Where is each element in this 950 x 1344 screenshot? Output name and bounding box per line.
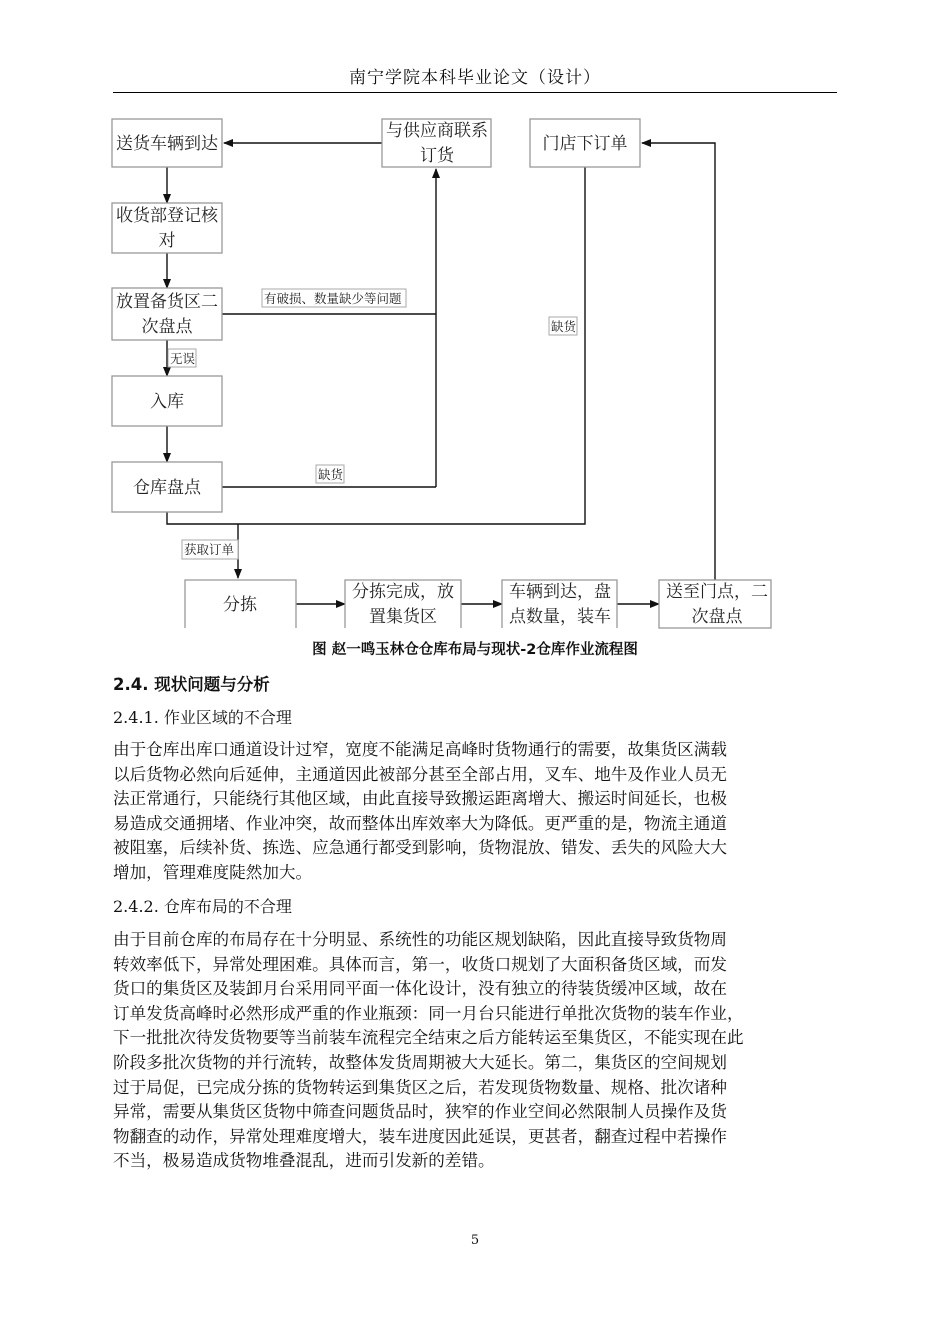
page-number: 5 — [470, 1233, 480, 1248]
label-damage-issue: 有破损、数量缺少等问题 — [264, 291, 402, 306]
text-vehicle-loading-2: 点数量，装车 — [509, 607, 611, 627]
paragraph-line: 增加，管理难度陡然加大。 — [113, 862, 313, 882]
paragraph-line: 不当，极易造成货物堆叠混乱，进而引发新的差错。 — [113, 1151, 495, 1171]
text-store-delivery-2: 次盘点 — [691, 607, 743, 627]
text-receiving-check-2: 对 — [158, 231, 176, 251]
warehouse-flowchart — [0, 0, 950, 640]
paragraph-line: 由于仓库出库口通道设计过窄，宽度不能满足高峰时货物通行的需要，故集货区满载 — [113, 740, 727, 759]
text-staging-recount-2: 次盘点 — [141, 317, 193, 337]
text-receiving-check-1: 收货部登记核 — [116, 206, 218, 226]
text-inbound: 入库 — [150, 392, 184, 412]
text-picking-done-1: 分拣完成，放 — [352, 582, 454, 602]
paragraph-line: 物翻查的动作，异常处理难度增大，装车进度因此延误，更甚者，翻查过程中若操作 — [113, 1126, 727, 1146]
text-store-delivery-1: 送至门点，二 — [666, 582, 768, 602]
subsection-title-1: 2.4.1. 作业区域的不合理 — [113, 708, 292, 727]
text-picking-done-2: 置集货区 — [369, 607, 437, 627]
figure-caption: 图 赵一鸣玉林仓仓库布局与现状-2仓库作业流程图 — [312, 642, 638, 658]
flow-connectors — [167, 143, 715, 604]
label-shortage-store: 缺货 — [551, 319, 577, 334]
text-contact-supplier-1: 与供应商联系 — [386, 121, 488, 141]
arrow-delivery-to-store — [642, 143, 715, 580]
subsection-title-2: 2.4.2. 仓库布局的不合理 — [113, 897, 292, 916]
label-shortage-inventory: 缺货 — [318, 467, 344, 482]
text-vehicle-loading-1: 车辆到达，盘 — [509, 582, 611, 602]
page-header: 南宁学院本科毕业论文（设计） — [113, 64, 837, 93]
line-inventory-to-store — [167, 167, 585, 524]
paragraph-2 — [113, 928, 837, 1174]
text-delivery-arrival: 送货车辆到达 — [116, 134, 218, 154]
label-get-order: 获取订单 — [184, 542, 235, 557]
text-store-order: 门店下订单 — [542, 134, 628, 154]
paragraph-line: 由于目前仓库的布局存在十分明显、系统性的功能区规划缺陷，因此直接导致货物周 — [113, 930, 727, 949]
paragraph-line: 易造成交通拥堵、作业冲突，故而整体出库效率大为降低。更严重的是，物流主通道 — [113, 813, 727, 833]
paragraph-line: 订单发货高峰时必然形成严重的作业瓶颈：同一月台只能进行单批次货物的装车作业， — [113, 1003, 744, 1023]
paragraph-line: 阶段多批次货物的并行流转，故整体发货周期被大大延长。第二，集货区的空间规划 — [113, 1052, 727, 1072]
text-staging-recount-1: 放置备货区二 — [116, 292, 218, 312]
paragraph-line: 异常，需要从集货区货物中筛查问题货品时，狭窄的作业空间必然限制人员操作及货 — [113, 1102, 727, 1122]
label-no-error: 无误 — [170, 351, 196, 366]
paragraph-line: 货口的集货区及装卸月台采用同平面一体化设计，没有独立的待装货缓冲区域，故在 — [113, 979, 727, 999]
paragraph-line: 以后货物必然向后延伸，主通道因此被部分甚至全部占用，叉车、地牛及作业人员无 — [113, 764, 727, 784]
section-title: 2.4. 现状问题与分析 — [113, 675, 270, 694]
paragraph-line: 转效率低下，异常处理困难。具体而言，第一，收货口规划了大面积备货区域，而发 — [113, 954, 727, 974]
paragraph-line: 过于局促，已完成分拣的货物转运到集货区之后，若发现货物数量、规格、批次诸种 — [113, 1077, 727, 1097]
paragraph-1 — [113, 738, 837, 886]
text-inventory-count: 仓库盘点 — [133, 478, 201, 498]
text-picking: 分拣 — [223, 595, 257, 615]
paragraph-line: 法正常通行，只能绕行其他区域，由此直接导致搬运距离增大、搬运时间延长，也极 — [113, 789, 727, 809]
paragraph-line: 被阻塞，后续补货、拣选、应急通行都受到影响，货物混放、错发、丢失的风险大大 — [113, 838, 727, 858]
text-contact-supplier-2: 订货 — [420, 146, 454, 166]
paragraph-line: 下一批批次待发货物要等当前装车流程完全结束之后方能转运至集货区，不能实现在此 — [113, 1028, 744, 1048]
